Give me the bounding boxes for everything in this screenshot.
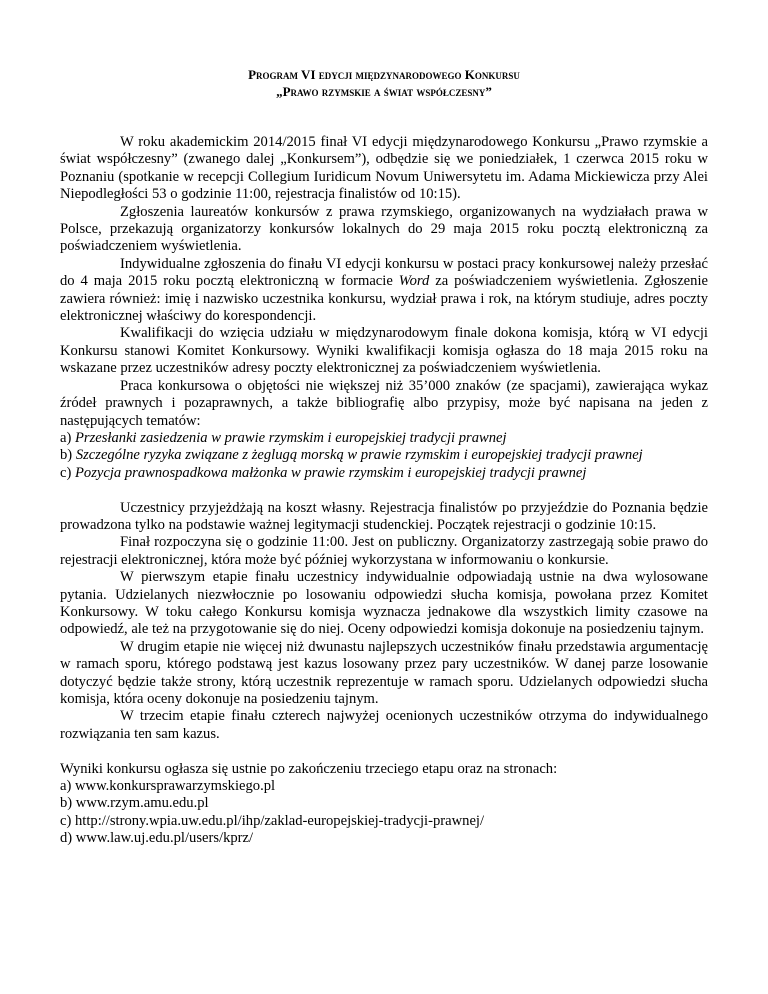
paragraph-stage-two: W drugim etapie nie więcej niż dwunastu najlepszych uczestników finału przedstawia argumentację w ramach sporu, którego podstawą jest kazus losowany przez pary uczestników. W danej parze losowanie dotyczyć będzie także strony, którą uczestnik reprezentuje w ramach sporu. Udzielanych odpowiedzi słucha komisja, która oceny dokonuje na posiedzeniu tajnym. bbox=[60, 638, 708, 707]
paragraph-qualification: Kwalifikacji do wzięcia udziału w międzynarodowym finale dokona komisja, którą w VI edycji Konkursu stanowi Komitet Konkursowy. Wyniki kwalifikacji komisja ogłasza do 18 maja 2015 roku na wskazane przez uczestników adresy poczty elektronicznej za poświadczeniem wyświetlenia. bbox=[60, 325, 708, 377]
list-item: a) Przesłanki zasiedzenia w prawie rzymskim i europejskiej tradycji prawnej bbox=[60, 429, 507, 446]
paragraph-final-start: Finał rozpoczyna się o godzinie 11:00. Jest on publiczny. Organizatorzy zastrzegają sobie prawo do rejestracji elektronicznej, która może być później wykorzystana w informowaniu o konkursie. bbox=[60, 534, 708, 568]
paragraph-contest-work: Praca konkursowa o objętości nie większej niż 35’000 znaków (ze spacjami), zawierająca wykaz źródeł prawnych i pozaprawnych, a także bibliografię albo przypisy, może być napisana na jeden z następujących tematów: bbox=[60, 377, 708, 429]
list-item: c) Pozycja prawnospadkowa małżonka w prawie rzymskim i europejskiej tradycji prawnej bbox=[60, 464, 587, 481]
title-line-1: Program VI edycji międzynarodowego Konkursu bbox=[248, 67, 520, 82]
paragraph-stage-three: W trzecim etapie finału czterech najwyżej ocenionych uczestników otrzyma do indywidualnego rozwiązania ten sam kazus. bbox=[60, 708, 708, 742]
list-item: a) www.konkursprawarzymskiego.pl bbox=[60, 778, 276, 794]
document-page bbox=[60, 66, 708, 848]
list-item: b) Szczególne ryzyka związane z żeglugą morską w prawie rzymskim i europejskiej tradycji prawnej bbox=[60, 447, 643, 464]
topics-list bbox=[60, 430, 708, 482]
paragraph-travel-registration: Uczestnicy przyjeżdżają na koszt własny. Rejestracja finalistów po przyjeździe do Poznania będzie prowadzona tylko na podstawie ważnej legitymacji studenckiej. Początek rejestracji o godzinie 10:15. bbox=[60, 499, 708, 533]
list-item: d) www.law.uj.edu.pl/users/kprz/ bbox=[60, 830, 254, 847]
paragraph-results-intro: Wyniki konkursu ogłasza się ustnie po zakończeniu trzeciego etapu oraz na stronach: bbox=[60, 760, 558, 777]
list-item: c) http://strony.wpia.uw.edu.pl/ihp/zaklad-europejskiej-tradycji-prawnej/ bbox=[60, 812, 485, 829]
list-item: b) www.rzym.amu.edu.pl bbox=[60, 795, 209, 812]
results-links-list bbox=[60, 778, 708, 848]
document-title bbox=[60, 66, 708, 100]
p3-text-a: Indywidualne zgłoszenia do finału VI edycji konkursu w postaci pracy konkursowej należy przesłać do 4 maja 2015 roku pocztą elektroniczną w formacie bbox=[60, 255, 708, 290]
paragraph-final-date: W roku akademickim 2014/2015 finał VI edycji międzynarodowego Konkursu „Prawo rzymskie a świat współczesny” (zwanego dalej „Konkursem”), odbędzie się we poniedziałek, 1 czerwca 2015 roku w Poznaniu (spotkanie w recepcji Collegium Iuridicum Novum Uniwersytetu im. Adama Mickiewicza przy Alei Niepodległości 53 o godzinie 11:00, rejestracja finalistów od 10:15). bbox=[60, 134, 708, 203]
paragraph-stage-one: W pierwszym etapie finału uczestnicy indywidualnie odpowiadają ustnie na dwa wylosowane pytania. Udzielanych niezwłocznie po losowaniu odpowiedzi słucha komisja, powołana przez Komitet Konkursowy. W toku całego Konkursu komisja wyznacza jednakowe dla wszystkich limity czasowe na odpowiedź, ale też na przygotowanie się do niej. Oceny odpowiedzi komisja dokonuje na posiedzeniu tajnym. bbox=[60, 569, 708, 638]
title-line-2: „Prawo rzymskie a świat współczesny” bbox=[276, 84, 492, 99]
p3-word-format: Word bbox=[398, 273, 430, 290]
paragraph-laureate-submissions: Zgłoszenia laureatów konkursów z prawa rzymskiego, organizowanych na wydziałach prawa w Polsce, przekazują organizatorzy konkursów lokalnych do 29 maja 2015 roku pocztą elektroniczną za poświadczeniem wyświetlenia. bbox=[60, 203, 708, 255]
paragraph-individual-submissions bbox=[60, 256, 708, 326]
p3-text-b: za poświadczeniem wyświetlenia. Zgłoszenie zawiera również: imię i nazwisko uczestnika konkursu, wydział prawa i rok, na którym studiuje, adres poczty elektronicznej właściwy do korespondencji. bbox=[60, 273, 708, 325]
